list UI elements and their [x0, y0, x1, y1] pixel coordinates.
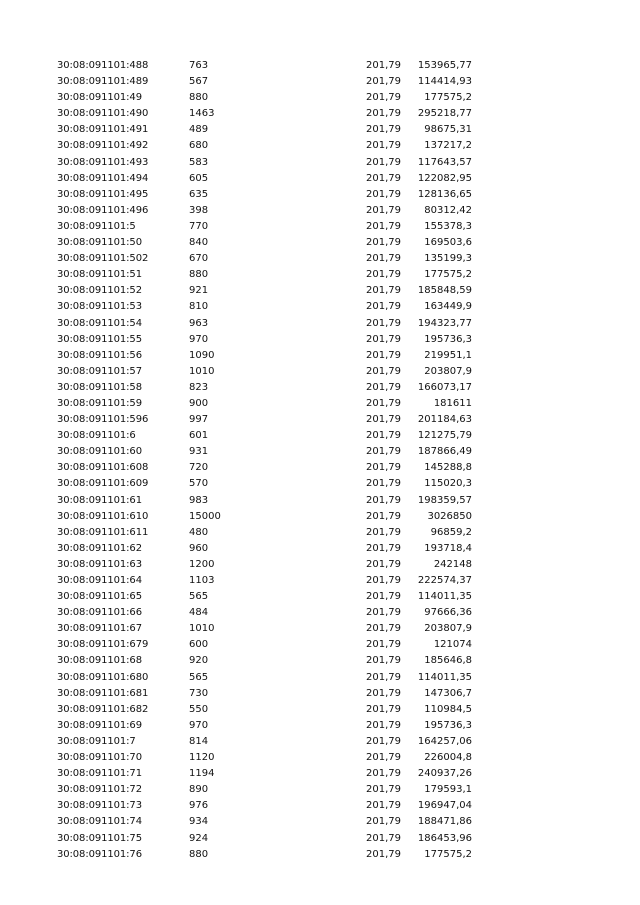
cadastral-number-cell: 30:08:091101:68	[57, 655, 142, 667]
rate-cell: 201,79	[366, 800, 401, 812]
rate-cell: 201,79	[366, 542, 401, 554]
rate-cell: 201,79	[366, 220, 401, 232]
rate-cell: 201,79	[366, 365, 401, 377]
cadastral-number-cell: 30:08:091101:51	[57, 269, 142, 281]
cadastral-number-cell: 30:08:091101:490	[57, 108, 149, 120]
spreadsheet-table	[0, 58, 640, 863]
total-value-cell: 177575,2	[424, 92, 472, 104]
rate-cell: 201,79	[366, 430, 401, 442]
area-cell: 920	[189, 655, 209, 667]
total-value-cell: 219951,1	[424, 349, 472, 361]
total-value-cell: 121275,79	[417, 430, 472, 442]
rate-cell: 201,79	[366, 204, 401, 216]
total-value-cell: 295218,77	[417, 108, 472, 120]
total-value-cell: 80312,42	[424, 204, 472, 216]
total-value-cell: 147306,7	[424, 687, 472, 699]
table-row	[0, 171, 640, 187]
rate-cell: 201,79	[366, 317, 401, 329]
area-cell: 763	[189, 60, 209, 71]
rate-cell: 201,79	[366, 848, 401, 860]
total-value-cell: 185848,59	[417, 285, 472, 297]
cadastral-number-cell: 30:08:091101:681	[57, 687, 149, 699]
area-cell: 489	[189, 124, 209, 136]
table-row	[0, 686, 640, 702]
total-value-cell: 114011,35	[417, 671, 472, 683]
area-cell: 997	[189, 414, 209, 426]
table-row	[0, 750, 640, 766]
total-value-cell: 115020,3	[424, 478, 472, 490]
table-row	[0, 364, 640, 380]
total-value-cell: 3026850	[427, 510, 472, 522]
rate-cell: 201,79	[366, 397, 401, 409]
table-row	[0, 187, 640, 203]
cadastral-number-cell: 30:08:091101:502	[57, 253, 149, 265]
total-value-cell: 121074	[433, 639, 472, 651]
table-row	[0, 525, 640, 541]
total-value-cell: 177575,2	[424, 848, 472, 860]
rate-cell: 201,79	[366, 623, 401, 635]
cadastral-number-cell: 30:08:091101:66	[57, 607, 142, 619]
cadastral-number-cell: 30:08:091101:65	[57, 591, 142, 603]
table-row	[0, 589, 640, 605]
cadastral-number-cell: 30:08:091101:53	[57, 301, 142, 313]
area-cell: 934	[189, 816, 209, 828]
cadastral-number-cell: 30:08:091101:59	[57, 397, 142, 409]
table-row	[0, 251, 640, 267]
rate-cell: 201,79	[366, 526, 401, 538]
cadastral-number-cell: 30:08:091101:488	[57, 60, 149, 71]
total-value-cell: 193718,4	[424, 542, 472, 554]
table-row	[0, 332, 640, 348]
total-value-cell: 163449,9	[424, 301, 472, 313]
area-cell: 670	[189, 253, 209, 265]
cadastral-number-cell: 30:08:091101:495	[57, 188, 149, 200]
rate-cell: 201,79	[366, 60, 401, 71]
rate-cell: 201,79	[366, 687, 401, 699]
cadastral-number-cell: 30:08:091101:5	[57, 220, 136, 232]
area-cell: 600	[189, 639, 209, 651]
rate-cell: 201,79	[366, 237, 401, 249]
cadastral-number-cell: 30:08:091101:61	[57, 494, 142, 506]
rate-cell: 201,79	[366, 124, 401, 136]
area-cell: 570	[189, 478, 209, 490]
table-row	[0, 637, 640, 653]
rate-cell: 201,79	[366, 510, 401, 522]
rate-cell: 201,79	[366, 381, 401, 393]
total-value-cell: 98675,31	[424, 124, 472, 136]
rate-cell: 201,79	[366, 558, 401, 570]
table-row	[0, 831, 640, 847]
area-cell: 890	[189, 784, 209, 796]
table-row	[0, 782, 640, 798]
total-value-cell: 169503,6	[424, 237, 472, 249]
rate-cell: 201,79	[366, 735, 401, 747]
cadastral-number-cell: 30:08:091101:491	[57, 124, 149, 136]
cadastral-number-cell: 30:08:091101:73	[57, 800, 142, 812]
rate-cell: 201,79	[366, 92, 401, 104]
cadastral-number-cell: 30:08:091101:72	[57, 784, 142, 796]
area-cell: 550	[189, 703, 209, 715]
area-cell: 880	[189, 848, 209, 860]
total-value-cell: 242148	[433, 558, 472, 570]
area-cell: 970	[189, 719, 209, 731]
area-cell: 583	[189, 156, 209, 168]
total-value-cell: 110984,5	[424, 703, 472, 715]
total-value-cell: 155378,3	[424, 220, 472, 232]
cadastral-number-cell: 30:08:091101:494	[57, 172, 149, 184]
rate-cell: 201,79	[366, 301, 401, 313]
table-row	[0, 106, 640, 122]
area-cell: 983	[189, 494, 209, 506]
total-value-cell: 128136,65	[417, 188, 472, 200]
cadastral-number-cell: 30:08:091101:680	[57, 671, 149, 683]
rate-cell: 201,79	[366, 752, 401, 764]
table-row	[0, 573, 640, 589]
rate-cell: 201,79	[366, 607, 401, 619]
total-value-cell: 164257,06	[417, 735, 472, 747]
rate-cell: 201,79	[366, 108, 401, 120]
total-value-cell: 166073,17	[417, 381, 472, 393]
area-cell: 921	[189, 285, 209, 297]
table-row	[0, 476, 640, 492]
area-cell: 924	[189, 832, 209, 844]
table-row	[0, 412, 640, 428]
table-row	[0, 541, 640, 557]
total-value-cell: 185646,8	[424, 655, 472, 667]
area-cell: 720	[189, 462, 209, 474]
cadastral-number-cell: 30:08:091101:682	[57, 703, 149, 715]
cadastral-number-cell: 30:08:091101:75	[57, 832, 142, 844]
cadastral-number-cell: 30:08:091101:489	[57, 76, 149, 88]
area-cell: 1120	[189, 752, 215, 764]
rate-cell: 201,79	[366, 832, 401, 844]
total-value-cell: 201184,63	[417, 414, 472, 426]
area-cell: 810	[189, 301, 209, 313]
table-row	[0, 235, 640, 251]
rate-cell: 201,79	[366, 156, 401, 168]
table-row	[0, 798, 640, 814]
area-cell: 770	[189, 220, 209, 232]
total-value-cell: 114011,35	[417, 591, 472, 603]
rate-cell: 201,79	[366, 671, 401, 683]
area-cell: 900	[189, 397, 209, 409]
cadastral-number-cell: 30:08:091101:496	[57, 204, 149, 216]
total-value-cell: 96859,2	[430, 526, 472, 538]
area-cell: 484	[189, 607, 209, 619]
cadastral-number-cell: 30:08:091101:492	[57, 140, 149, 152]
total-value-cell: 203807,9	[424, 623, 472, 635]
table-row	[0, 219, 640, 235]
rate-cell: 201,79	[366, 253, 401, 265]
cadastral-number-cell: 30:08:091101:611	[57, 526, 149, 538]
area-cell: 15000	[189, 510, 221, 522]
rate-cell: 201,79	[366, 816, 401, 828]
table-row	[0, 155, 640, 171]
rate-cell: 201,79	[366, 333, 401, 345]
table-row	[0, 814, 640, 830]
table-row	[0, 348, 640, 364]
table-row	[0, 444, 640, 460]
area-cell: 730	[189, 687, 209, 699]
area-cell: 814	[189, 735, 209, 747]
area-cell: 635	[189, 188, 209, 200]
table-row	[0, 380, 640, 396]
table-row	[0, 621, 640, 637]
area-cell: 1463	[189, 108, 215, 120]
area-cell: 480	[189, 526, 209, 538]
area-cell: 880	[189, 269, 209, 281]
area-cell: 601	[189, 430, 209, 442]
cadastral-number-cell: 30:08:091101:70	[57, 752, 142, 764]
total-value-cell: 145288,8	[424, 462, 472, 474]
table-row	[0, 670, 640, 686]
cadastral-number-cell: 30:08:091101:679	[57, 639, 149, 651]
cadastral-number-cell: 30:08:091101:64	[57, 575, 142, 586]
total-value-cell: 195736,3	[424, 333, 472, 345]
total-value-cell: 186453,96	[417, 832, 472, 844]
total-value-cell: 97666,36	[424, 607, 472, 619]
rate-cell: 201,79	[366, 768, 401, 780]
total-value-cell: 188471,86	[417, 816, 472, 828]
total-value-cell: 122082,95	[417, 172, 472, 184]
table-row	[0, 396, 640, 412]
table-row	[0, 122, 640, 138]
cadastral-number-cell: 30:08:091101:596	[57, 414, 149, 426]
cadastral-number-cell: 30:08:091101:49	[57, 92, 142, 104]
cadastral-number-cell: 30:08:091101:58	[57, 381, 142, 393]
cadastral-number-cell: 30:08:091101:60	[57, 446, 142, 458]
table-row	[0, 267, 640, 283]
rate-cell: 201,79	[366, 494, 401, 506]
total-value-cell: 153965,77	[417, 60, 472, 71]
rate-cell: 201,79	[366, 446, 401, 458]
total-value-cell: 137217,2	[424, 140, 472, 152]
table-row	[0, 557, 640, 573]
table-row	[0, 493, 640, 509]
rate-cell: 201,79	[366, 462, 401, 474]
cadastral-number-cell: 30:08:091101:62	[57, 542, 142, 554]
rate-cell: 201,79	[366, 575, 401, 586]
area-cell: 1200	[189, 558, 215, 570]
table-row	[0, 58, 640, 74]
area-cell: 565	[189, 591, 209, 603]
rate-cell: 201,79	[366, 414, 401, 426]
table-row	[0, 509, 640, 525]
table-row	[0, 766, 640, 782]
total-value-cell: 179593,1	[424, 784, 472, 796]
cadastral-number-cell: 30:08:091101:54	[57, 317, 142, 329]
rate-cell: 201,79	[366, 140, 401, 152]
table-row	[0, 605, 640, 621]
total-value-cell: 240937,26	[417, 768, 472, 780]
cadastral-number-cell: 30:08:091101:609	[57, 478, 149, 490]
area-cell: 840	[189, 237, 209, 249]
area-cell: 880	[189, 92, 209, 104]
cadastral-number-cell: 30:08:091101:74	[57, 816, 142, 828]
area-cell: 565	[189, 671, 209, 683]
table-row	[0, 653, 640, 669]
area-cell: 963	[189, 317, 209, 329]
rate-cell: 201,79	[366, 172, 401, 184]
total-value-cell: 198359,57	[417, 494, 472, 506]
table-row	[0, 299, 640, 315]
total-value-cell: 177575,2	[424, 269, 472, 281]
rate-cell: 201,79	[366, 349, 401, 361]
area-cell: 1010	[189, 623, 215, 635]
table-row	[0, 90, 640, 106]
cadastral-number-cell: 30:08:091101:76	[57, 848, 142, 860]
cadastral-number-cell: 30:08:091101:55	[57, 333, 142, 345]
cadastral-number-cell: 30:08:091101:608	[57, 462, 149, 474]
table-row	[0, 316, 640, 332]
total-value-cell: 114414,93	[417, 76, 472, 88]
area-cell: 605	[189, 172, 209, 184]
area-cell: 960	[189, 542, 209, 554]
area-cell: 1090	[189, 349, 215, 361]
rate-cell: 201,79	[366, 639, 401, 651]
total-value-cell: 135199,3	[424, 253, 472, 265]
area-cell: 970	[189, 333, 209, 345]
table-row	[0, 847, 640, 863]
table-row	[0, 203, 640, 219]
total-value-cell: 203807,9	[424, 365, 472, 377]
cadastral-number-cell: 30:08:091101:57	[57, 365, 142, 377]
table-row	[0, 74, 640, 90]
rate-cell: 201,79	[366, 703, 401, 715]
cadastral-number-cell: 30:08:091101:7	[57, 735, 136, 747]
total-value-cell: 222574,37	[417, 575, 472, 586]
total-value-cell: 194323,77	[417, 317, 472, 329]
cadastral-number-cell: 30:08:091101:50	[57, 237, 142, 249]
rate-cell: 201,79	[366, 478, 401, 490]
rate-cell: 201,79	[366, 719, 401, 731]
rate-cell: 201,79	[366, 76, 401, 88]
area-cell: 398	[189, 204, 209, 216]
total-value-cell: 187866,49	[417, 446, 472, 458]
rate-cell: 201,79	[366, 784, 401, 796]
total-value-cell: 196947,04	[417, 800, 472, 812]
cadastral-number-cell: 30:08:091101:63	[57, 558, 142, 570]
rate-cell: 201,79	[366, 188, 401, 200]
area-cell: 931	[189, 446, 209, 458]
rate-cell: 201,79	[366, 285, 401, 297]
table-row	[0, 428, 640, 444]
cadastral-number-cell: 30:08:091101:56	[57, 349, 142, 361]
table-row	[0, 702, 640, 718]
area-cell: 567	[189, 76, 209, 88]
cadastral-number-cell: 30:08:091101:493	[57, 156, 149, 168]
area-cell: 680	[189, 140, 209, 152]
cadastral-number-cell: 30:08:091101:69	[57, 719, 142, 731]
rate-cell: 201,79	[366, 655, 401, 667]
table-row	[0, 460, 640, 476]
table-row	[0, 734, 640, 750]
total-value-cell: 195736,3	[424, 719, 472, 731]
table-row	[0, 283, 640, 299]
table-row	[0, 718, 640, 734]
cadastral-number-cell: 30:08:091101:610	[57, 510, 149, 522]
total-value-cell: 117643,57	[417, 156, 472, 168]
cadastral-number-cell: 30:08:091101:71	[57, 768, 142, 780]
rate-cell: 201,79	[366, 591, 401, 603]
area-cell: 1194	[189, 768, 215, 780]
total-value-cell: 181611	[433, 397, 472, 409]
table-row	[0, 138, 640, 154]
cadastral-number-cell: 30:08:091101:6	[57, 430, 136, 442]
area-cell: 1010	[189, 365, 215, 377]
area-cell: 976	[189, 800, 209, 812]
area-cell: 823	[189, 381, 209, 393]
cadastral-number-cell: 30:08:091101:67	[57, 623, 142, 635]
total-value-cell: 226004,8	[424, 752, 472, 764]
area-cell: 1103	[189, 575, 215, 586]
cadastral-number-cell: 30:08:091101:52	[57, 285, 142, 297]
rate-cell: 201,79	[366, 269, 401, 281]
